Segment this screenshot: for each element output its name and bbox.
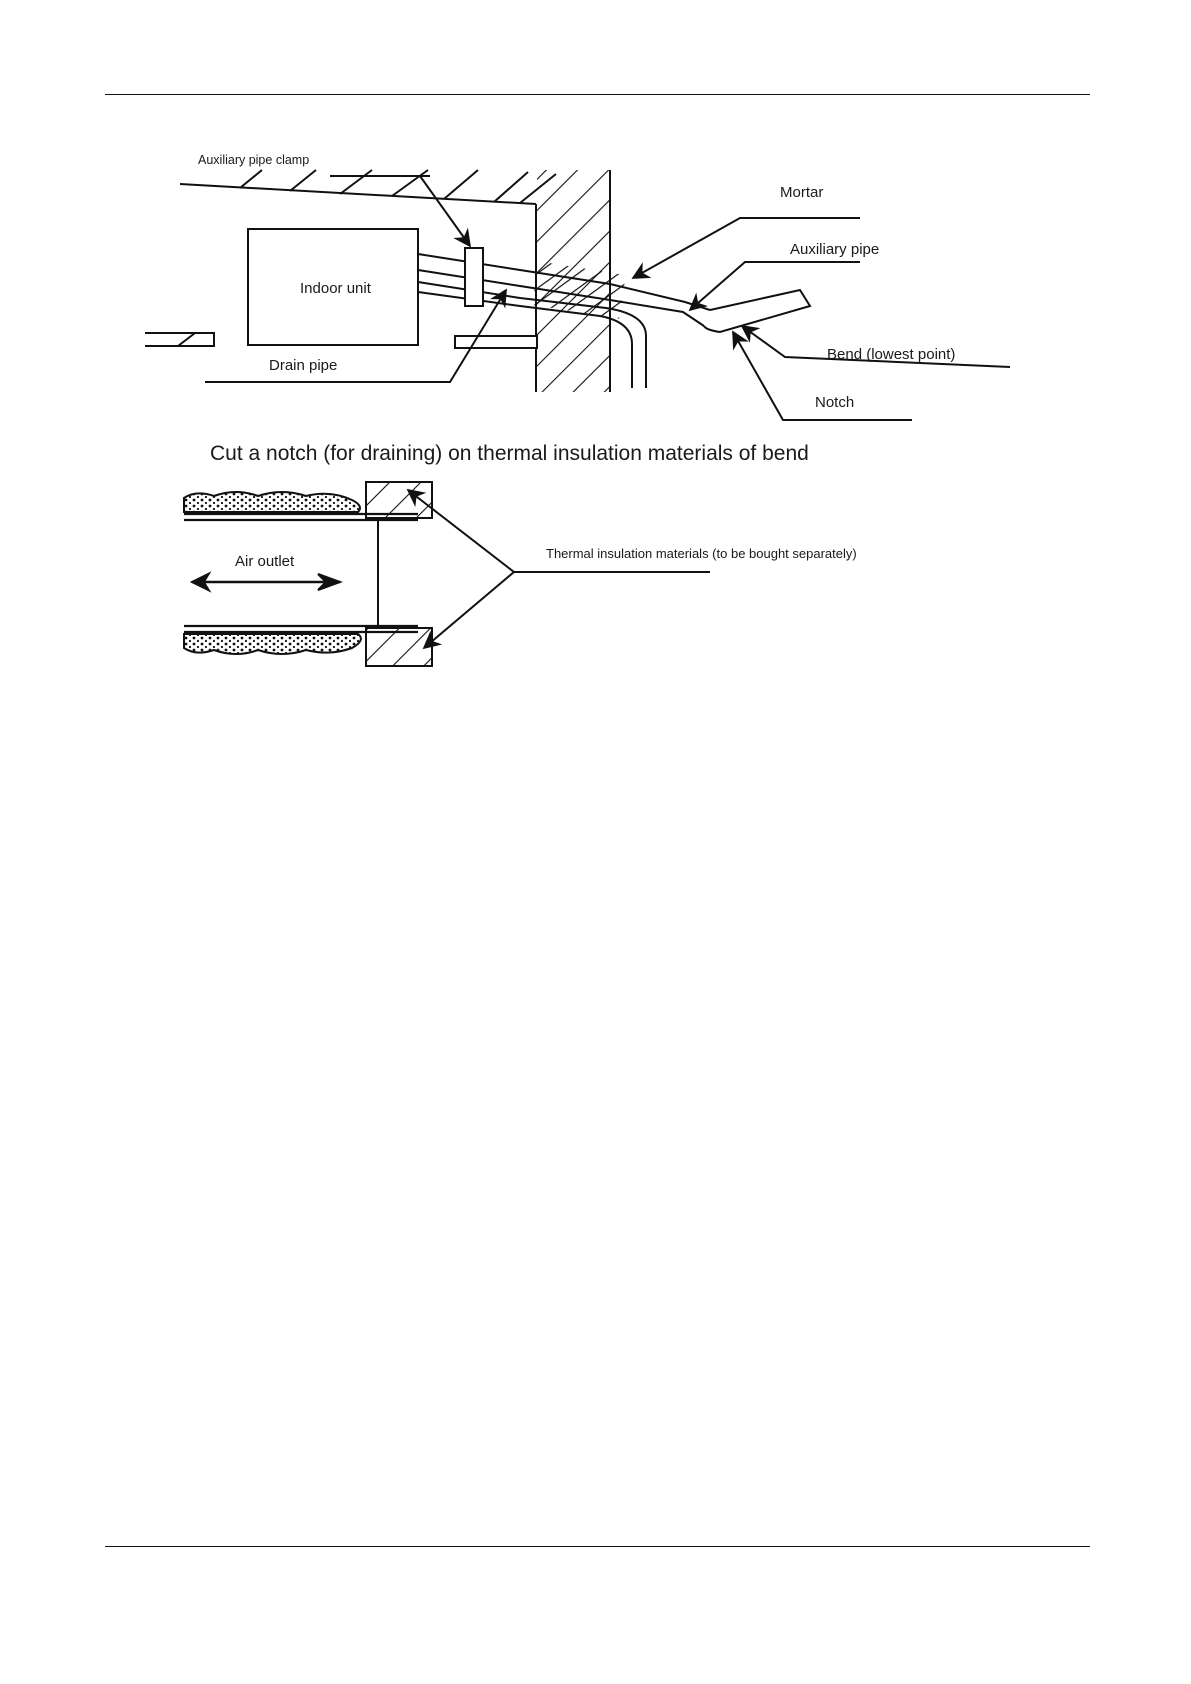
ceiling-line: [180, 184, 536, 204]
notch-label: Notch: [815, 394, 855, 411]
upper-insulation: [184, 492, 360, 512]
lower-flange-block: [366, 628, 432, 666]
lower-insulation: [184, 634, 361, 654]
bottom-diagram: [184, 482, 710, 666]
auxiliary-pipe-label: Auxiliary pipe: [790, 241, 880, 258]
indoor-unit-label: Indoor unit: [300, 280, 371, 297]
diagram-caption: Cut a notch (for draining) on thermal insulation materials of bend: [210, 442, 809, 465]
auxiliary-pipe-clamp-label: Auxiliary pipe clamp: [198, 153, 310, 167]
insulation-leader-lower: [424, 572, 514, 648]
drain-pipe-label: Drain pipe: [269, 357, 338, 374]
right-plate: [455, 336, 537, 348]
auxiliary-pipe-clamp: [465, 248, 483, 306]
aux-pipe-leader: [690, 262, 860, 310]
mortar-label: Mortar: [780, 184, 824, 201]
air-outlet-label: Air outlet: [235, 553, 295, 570]
ceiling-hatch: [240, 170, 556, 203]
bend-label: Bend (lowest point): [827, 346, 956, 363]
top-diagram: [145, 170, 1010, 420]
thermal-insulation-label: Thermal insulation materials (to be bought separately): [546, 546, 857, 561]
mortar-leader: [633, 218, 778, 278]
